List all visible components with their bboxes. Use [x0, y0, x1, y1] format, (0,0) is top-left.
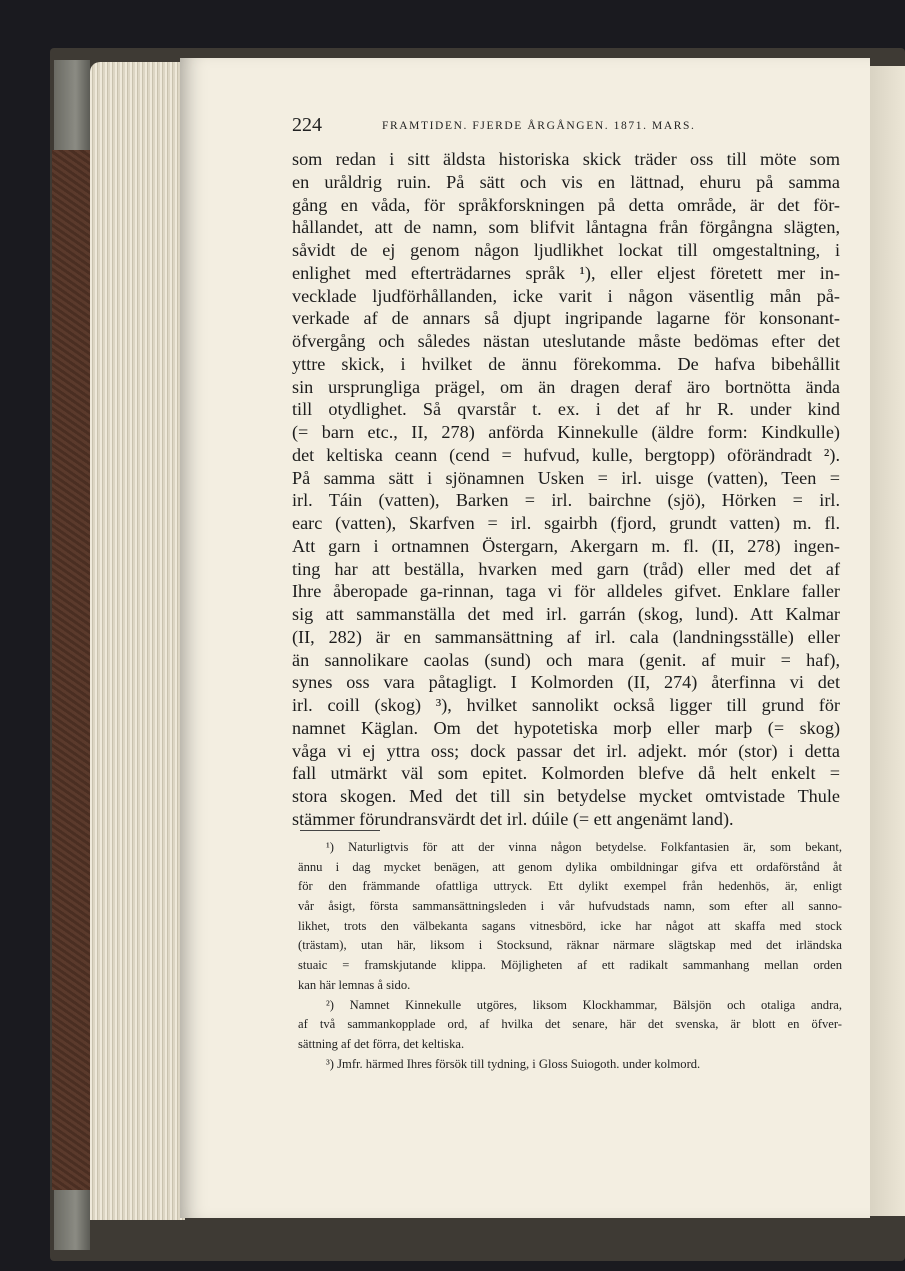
- footnote-line: likhet, trots den välbekanta sagans vitnesbörd, icke har något att skaffa med stock: [298, 918, 842, 933]
- footnote-line: vår åsigt, första sammansättningsleden i vår hufvudstads namn, som efter all sanno-: [298, 899, 842, 914]
- text-line: På samma sätt i sjönamnen Usken = irl. uisge (vatten), Teen =: [292, 467, 840, 488]
- text-line: våga vi ej yttra oss; dock passar det irl. adjekt. mór (stor) i detta: [292, 740, 840, 761]
- text-line: stämmer förundransvärdt det irl. dúile (= ett angenämt land).: [292, 808, 734, 829]
- footnote-rule: [300, 830, 380, 831]
- footnote-line: för den främmande ofattliga uttryck. Ett dylikt exempel från hedenhös, är, enligt: [298, 879, 842, 894]
- text-line: enlighet med efterträdarnes språk ¹), eller eljest företett mer in-: [292, 262, 840, 283]
- text-line: öfvergång och således nästan uteslutande måste bedömas efter det: [292, 331, 840, 351]
- footnote-line: ²) Namnet Kinnekulle utgöres, liksom Klockhammar, Bälsjön och otaliga andra,: [326, 997, 842, 1012]
- footnote-line: af två sammankopplade ord, af hvilka det senare, här det svenska, är blott en öfver-: [298, 1017, 842, 1032]
- main-text: [292, 148, 840, 831]
- footnotes: [298, 838, 842, 1074]
- text-line: det keltiska ceann (cend = hufvud, kulle, bergtopp) oförändradt ²).: [292, 444, 840, 465]
- text-line: stora skogen. Med det till sin betydelse mycket omtvistade Thule: [292, 786, 840, 806]
- page-number: 224: [292, 114, 322, 136]
- footnote-line: sättning af det förra, det keltiska.: [298, 1036, 465, 1051]
- text-line: (= barn etc., II, 278) anförda Kinnekulle (äldre form: Kindkulle): [292, 422, 840, 442]
- footnote-line: kan här lemnas å sido.: [298, 977, 411, 992]
- text-line: (II, 282) är en sammansättning af irl. cala (landningsställe) eller: [292, 626, 840, 647]
- footnote-line: ³) Jmfr. härmed Ihres försök till tydning, i Gloss Suiogoth. under kolmord.: [326, 1056, 701, 1071]
- text-line: till otydlighet. Så qvarstår t. ex. i det af hr R. under kind: [292, 399, 840, 420]
- footnote-line: ¹) Naturligtvis för att der vinna någon betydelse. Folkfantasien är, som bekant,: [326, 840, 842, 854]
- text-line: irl. Táin (vatten), Barken = irl. bairchne (sjö), Hörken = irl.: [292, 490, 840, 511]
- text-line: vecklade ljudförhållanden, icke varit i någon väsentlig mån på-: [292, 285, 840, 306]
- text-line: sig att sammanställa det med irl. garrán (skog, lund). Att Kalmar: [292, 604, 840, 624]
- text-line: irl. coill (skog) ³), hvilket sannolikt också ligger till grund för: [292, 695, 840, 715]
- running-head: FRAMTIDEN. FJERDE ÅRGÅNGEN. 1871. MARS.: [382, 120, 696, 132]
- text-line: som redan i sitt äldsta historiska skick träder oss till möte som: [292, 149, 840, 169]
- text-line: gång en våda, för språkforskningen på detta område, är det för-: [292, 194, 840, 215]
- footnote-line: ännu i dag mycket benägen, att genom dylika ombildningar gifva ett ordaförstånd åt: [298, 859, 842, 874]
- footnote-line: (trästam), utan här, liksom i Stocksund, räknar närmare slägtskap med det irländska: [298, 938, 842, 953]
- text-line: än sannolikare caolas (sund) och mara (genit. af muir = haf),: [292, 649, 840, 670]
- text-line: ting har att beställa, hvarken med garn (tråd) eller med det af: [292, 558, 840, 579]
- book-leather-spine: [52, 150, 92, 1190]
- text-line: sin ursprungliga prägel, om än dragen deraf äro bortnötta ända: [292, 376, 840, 397]
- text-line: fall utmärkt väl som epitet. Kolmorden blefve då helt enkelt =: [292, 763, 840, 784]
- text-line: yttre skick, i hvilket de ännu förekomma. De hafva bibehållit: [292, 353, 840, 374]
- text-line: en uråldrig ruin. På sätt och vis en lättnad, ehuru på samma: [292, 171, 840, 192]
- text-line: verkade af de annars så djupt ingripande lagarne för konsonant-: [292, 308, 840, 329]
- text-line: namnet Käglan. Om det hypotetiska morþ eller marþ (= skog): [292, 717, 840, 738]
- footnote-line: stuaic = framskjutande klippa. Möjligheten af ett radikalt sammanhang mellan orden: [298, 958, 842, 973]
- text-line: hållandet, att de namn, som blifvit låntagna från förgångna slägten,: [292, 217, 840, 238]
- text-line: såvidt de ej genom någon ljudlikhet lockat till omgestaltning, i: [292, 240, 840, 260]
- text-line: Ihre åberopade ga-rinnan, taga vi för alldeles gifvet. Enklare faller: [292, 581, 840, 602]
- text-line: synes oss vara påtagligt. I Kolmorden (II, 274) återfinna vi det: [292, 672, 840, 693]
- page-header: [292, 112, 840, 138]
- text-line: earc (vatten), Skarfven = irl. sgairbh (fjord, grundt vatten) m. fl.: [292, 513, 840, 533]
- page-stack-edges: [90, 62, 185, 1220]
- text-line: Att garn i ortnamnen Östergarn, Akergarn m. fl. (II, 278) ingen-: [292, 535, 840, 556]
- facing-page-edge: [870, 66, 905, 1216]
